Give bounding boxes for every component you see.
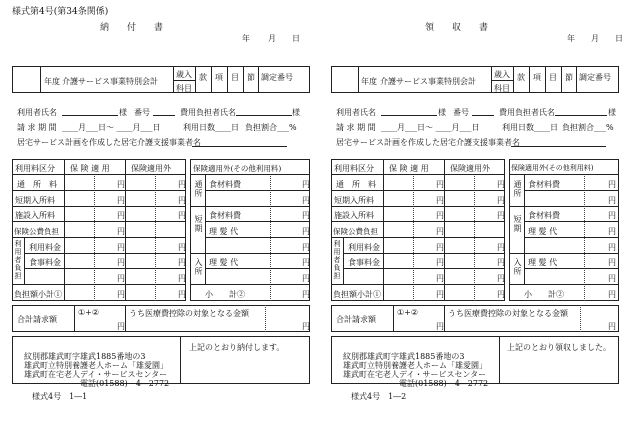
user-name-sama: 様 <box>119 108 127 117</box>
yen-label: 円 <box>436 274 444 283</box>
yen-label: 円 <box>497 243 505 252</box>
planner-label: 居宅サービス計画を作成した居宅介護支援事業者名 <box>17 138 201 147</box>
total-yen: 円 <box>436 322 444 331</box>
yen-label: 円 <box>302 290 310 299</box>
yen-label: 円 <box>178 180 186 189</box>
medical-deduction-label: うち医療費控除の対象となる金額 <box>129 309 249 318</box>
yen-label: 円 <box>436 258 444 267</box>
yen-label: 円 <box>117 290 125 299</box>
choutei-label: 調定番号 <box>261 73 293 82</box>
header-other: 保険適用外(その他利用料) <box>193 164 282 173</box>
riyousha-label: 利用者負担 <box>14 240 22 280</box>
header-other: 保険適用外(その他利用料) <box>511 164 594 172</box>
yen-label: 円 <box>178 274 186 283</box>
yen-label: 円 <box>436 180 444 189</box>
date-month: 月 <box>268 34 276 43</box>
other-tsusho: 通所 <box>513 180 522 198</box>
riyou-row-label: 食事料金 <box>348 258 380 267</box>
row-label: 保険公費負担 <box>14 227 59 236</box>
yen-label: 円 <box>302 258 310 267</box>
subtotal-label: 負担額小計① <box>333 290 381 299</box>
header-hokengai: 保険適用外 <box>450 164 490 173</box>
other-fee-table <box>509 159 619 301</box>
header-kubun: 利用料区分 <box>15 164 55 173</box>
yen-label: 円 <box>608 258 616 267</box>
other-tsusho: 通所 <box>194 180 203 198</box>
address-line: 雄武町在宅老人デイ・サービスセンター <box>343 370 487 379</box>
kan-label: 款 <box>517 73 525 82</box>
address-line: 雄武町立特別養護老人ホーム「雄愛園」 <box>343 361 487 370</box>
usage-days: 利用日数____日 <box>502 123 558 132</box>
riyou-row-label: 利用料金 <box>29 243 61 252</box>
yen-label: 円 <box>436 211 444 220</box>
yen-label: 円 <box>302 274 310 283</box>
period-label: 請 求 期 間 <box>17 123 57 132</box>
setsu-label: 節 <box>247 73 255 82</box>
yen-label: 円 <box>497 180 505 189</box>
sainyu-label: 歳入 <box>494 70 510 79</box>
nendo-label: 年度 <box>361 77 377 86</box>
account-name: 介護サービス事業特別会計 <box>62 77 158 86</box>
yen-label: 円 <box>302 180 310 189</box>
number-label: 番号 <box>453 108 469 117</box>
total-label: 合計請求額 <box>17 315 57 324</box>
address-line: 雄武町在宅老人デイ・サービスセンター <box>24 370 168 379</box>
medical-yen: 円 <box>608 322 616 331</box>
total-yen: 円 <box>117 322 125 331</box>
other-row-label: 食材料費 <box>528 180 560 189</box>
user-name-label: 利用者氏名 <box>336 108 376 117</box>
yen-label: 円 <box>178 258 186 267</box>
planner-label: 居宅サービス計画を作成した居宅介護支援事業者名 <box>336 138 520 147</box>
nendo-label: 年度 <box>44 77 60 86</box>
yen-label: 円 <box>497 290 505 299</box>
yen-label: 円 <box>117 227 125 236</box>
total-formula: ①+② <box>397 308 419 317</box>
yen-label: 円 <box>436 196 444 205</box>
yen-label: 円 <box>117 258 125 267</box>
address-line: 電話(01588) 4―2772 <box>80 379 170 388</box>
yen-label: 円 <box>436 227 444 236</box>
payer-name-sama: 様 <box>292 108 300 117</box>
other-fee-table <box>190 159 310 301</box>
sainyu-label: 歳入 <box>176 70 192 79</box>
yen-label: 円 <box>178 243 186 252</box>
riyou-row-label: 利用料金 <box>348 243 380 252</box>
yen-label: 円 <box>302 227 310 236</box>
kamoku-label: 科目 <box>494 84 510 93</box>
yen-label: 円 <box>302 196 310 205</box>
yen-label: 円 <box>608 290 616 299</box>
date-year: 年 <box>242 34 250 43</box>
riyou-row-label: 食事料金 <box>29 258 61 267</box>
burden-ratio: 負担割合___% <box>245 123 297 132</box>
yen-label: 円 <box>497 211 505 220</box>
account-name: 介護サービス事業特別会計 <box>380 77 476 86</box>
row-label: 短期入所料 <box>15 196 55 205</box>
total-formula: ①+② <box>78 308 100 317</box>
period-value: ____月___日～ ____月___日 <box>381 123 480 132</box>
period-value: ____月___日～ ____月___日 <box>62 123 161 132</box>
form-footer: 様式4号 1―2 <box>351 392 407 401</box>
other-nyusho: 入所 <box>513 258 522 276</box>
address-line: 紋別郡雄武町字雄武1885番地の3 <box>343 352 465 361</box>
row-label: 通 所 料 <box>17 180 57 189</box>
yen-label: 円 <box>436 290 444 299</box>
other-row-label: 食材料費 <box>209 211 241 220</box>
other-tanki: 短期 <box>513 215 522 233</box>
moku-label: 目 <box>549 73 557 82</box>
choutei-label: 調定番号 <box>579 73 611 82</box>
row-label: 通 所 料 <box>336 180 376 189</box>
yen-label: 円 <box>302 243 310 252</box>
row-label: 施設入所料 <box>334 211 374 220</box>
period-label: 請 求 期 間 <box>336 123 376 132</box>
row-label: 短期入所料 <box>334 196 374 205</box>
kan-label: 款 <box>199 73 207 82</box>
address-line: 雄武町立特別養護老人ホーム「雄愛園」 <box>24 361 168 370</box>
yen-label: 円 <box>117 180 125 189</box>
yen-label: 円 <box>608 180 616 189</box>
yen-label: 円 <box>497 196 505 205</box>
slip-title: 領 収 書 <box>425 23 489 33</box>
riyousha-label: 利用者負担 <box>333 240 341 280</box>
kamoku-label: 科目 <box>176 84 192 93</box>
form-footer: 様式4号 1―1 <box>32 392 88 401</box>
other-tanki: 短期 <box>194 215 203 233</box>
yen-label: 円 <box>178 290 186 299</box>
other-row-label: 食材料費 <box>209 180 241 189</box>
yen-label: 円 <box>178 196 186 205</box>
payer-name-label: 費用負担者氏名 <box>180 108 236 117</box>
user-name-sama: 様 <box>438 108 446 117</box>
other-nyusho: 入所 <box>194 258 203 276</box>
usage-days: 利用日数____日 <box>183 123 239 132</box>
note-text: 上記のとおり領収しました。 <box>507 343 611 352</box>
address-line: 紋別郡雄武町字雄武1885番地の3 <box>24 352 146 361</box>
note-text: 上記のとおり納付します。 <box>189 343 285 352</box>
yen-label: 円 <box>117 274 125 283</box>
yen-label: 円 <box>302 211 310 220</box>
other-row-label: 理 髪 代 <box>528 258 558 267</box>
other-subtotal: 小 計② <box>524 290 564 299</box>
other-subtotal: 小 計② <box>205 290 245 299</box>
kou-label: 項 <box>533 73 541 82</box>
other-row-label: 理 髪 代 <box>209 258 239 267</box>
medical-deduction-label: うち医療費控除の対象となる金額 <box>448 309 568 318</box>
subtotal-label: 負担額小計① <box>14 290 62 299</box>
header-hoken: 保 険 適 用 <box>389 164 429 173</box>
yen-label: 円 <box>497 274 505 283</box>
payer-name-sama: 様 <box>608 108 616 117</box>
yen-label: 円 <box>497 258 505 267</box>
yen-label: 円 <box>608 196 616 205</box>
date-day: 日 <box>292 34 300 43</box>
payer-name-label: 費用負担者氏名 <box>499 108 555 117</box>
yen-label: 円 <box>117 196 125 205</box>
yen-label: 円 <box>608 243 616 252</box>
moku-label: 目 <box>231 73 239 82</box>
date-day: 日 <box>615 34 623 43</box>
burden-ratio: 負担割合___% <box>562 123 614 132</box>
other-row-label: 理 髪 代 <box>209 227 239 236</box>
yen-label: 円 <box>608 274 616 283</box>
medical-yen: 円 <box>302 322 310 331</box>
yen-label: 円 <box>608 211 616 220</box>
header-kubun: 利用料区分 <box>334 164 374 173</box>
row-label: 施設入所料 <box>15 211 55 220</box>
date-month: 月 <box>591 34 599 43</box>
setsu-label: 節 <box>565 73 573 82</box>
total-label: 合計請求額 <box>336 315 376 324</box>
form-label: 様式第4号(第34条関係) <box>12 7 109 17</box>
yen-label: 円 <box>178 211 186 220</box>
user-name-label: 利用者氏名 <box>17 108 57 117</box>
other-row-label: 理 髪 代 <box>528 227 558 236</box>
yen-label: 円 <box>117 243 125 252</box>
yen-label: 円 <box>436 243 444 252</box>
date-year: 年 <box>567 34 575 43</box>
yen-label: 円 <box>608 227 616 236</box>
yen-label: 円 <box>117 211 125 220</box>
other-row-label: 食材料費 <box>528 211 560 220</box>
number-label: 番号 <box>134 108 150 117</box>
header-hoken: 保 険 適 用 <box>70 164 110 173</box>
kou-label: 項 <box>215 73 223 82</box>
slip-title: 納 付 書 <box>100 23 164 33</box>
address-line: 電話(01588) 4―2772 <box>399 379 489 388</box>
row-label: 保険公費負担 <box>333 227 378 236</box>
header-hokengai: 保険適用外 <box>131 164 171 173</box>
